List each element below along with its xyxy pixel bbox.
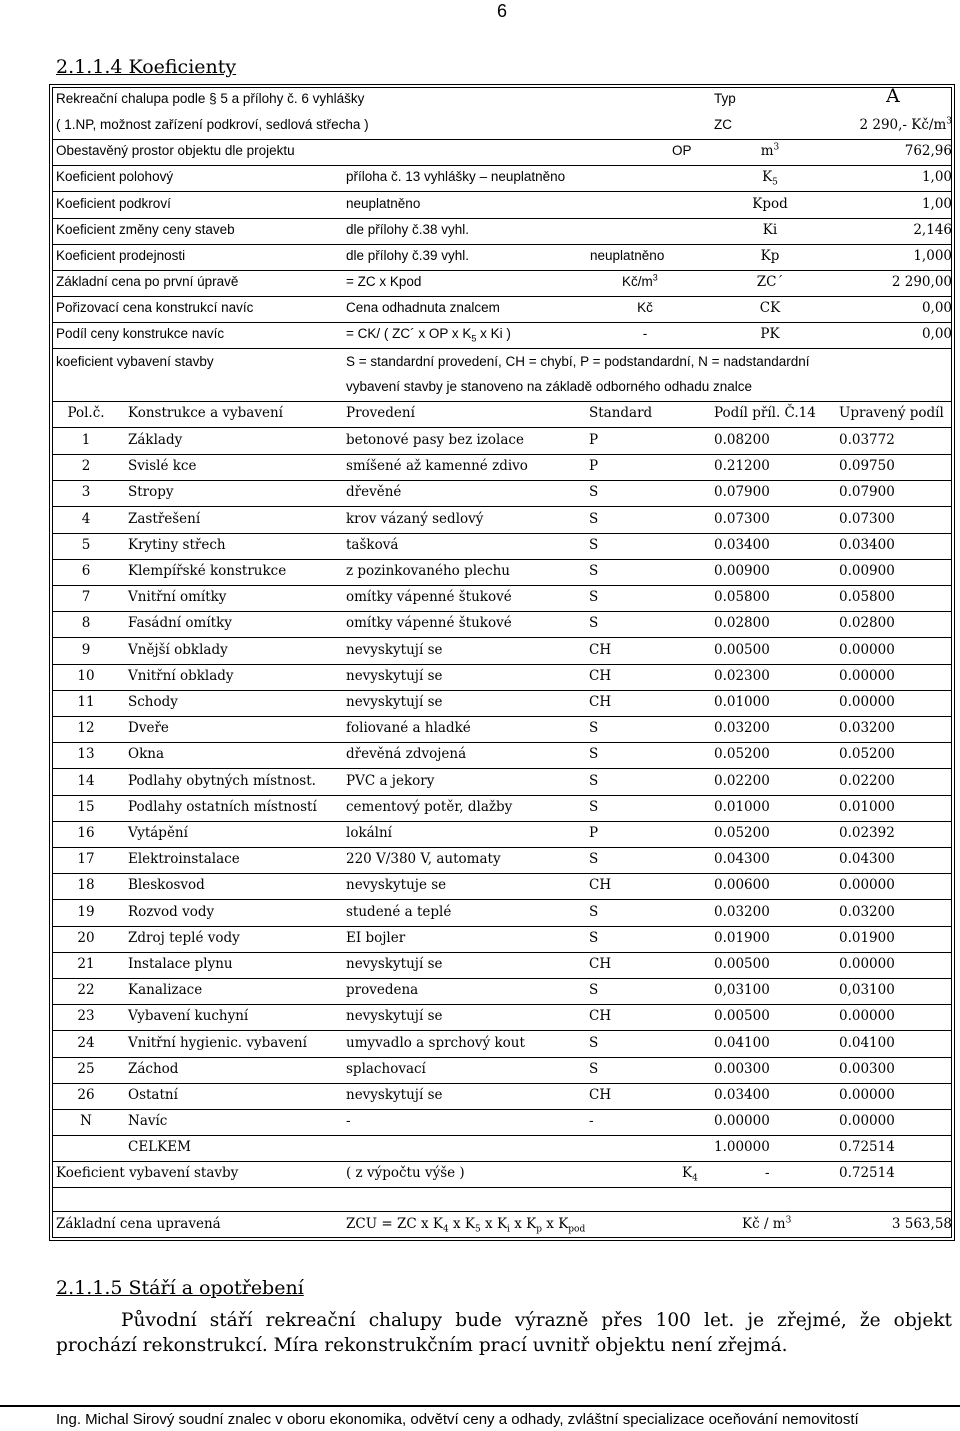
zc-label: ZC xyxy=(714,117,732,132)
table-cell: Podlahy obytných místnost. xyxy=(128,772,316,789)
param-label: Koeficient polohový xyxy=(56,169,174,184)
table-cell: 2 xyxy=(81,458,91,475)
table-cell: 0.03200 xyxy=(839,720,895,737)
table-cell: tašková xyxy=(346,536,399,553)
table-cell: 13 xyxy=(77,746,95,763)
table-cell: 0.01000 xyxy=(839,798,895,815)
table-cell: CH xyxy=(589,667,612,684)
divider xyxy=(52,270,952,271)
table-cell: 0.03400 xyxy=(839,536,895,553)
param-value: 2 290,00 xyxy=(891,274,952,290)
divider xyxy=(52,664,952,665)
table-cell: Zdroj teplé vody xyxy=(128,929,240,946)
table-cell: S xyxy=(589,510,599,527)
table-cell: 0.00500 xyxy=(714,1008,770,1025)
table-header: Podíl příl. Č.14 xyxy=(714,405,816,421)
table-cell: Ostatní xyxy=(128,1087,178,1103)
table-cell: smíšené až kamenné zdivo xyxy=(346,458,528,475)
divider xyxy=(52,480,952,481)
table-cell: 0.03200 xyxy=(714,720,770,737)
param-value: 0,00 xyxy=(921,326,952,342)
table-cell: 7 xyxy=(81,589,91,606)
table-cell: Krytiny střech xyxy=(128,536,226,553)
divider xyxy=(52,716,952,717)
divider xyxy=(52,1211,952,1212)
table-cell: Bleskosvod xyxy=(128,877,205,894)
table-cell: lokální xyxy=(346,825,393,841)
divider xyxy=(52,1135,952,1136)
total-upraveny: 0.72514 xyxy=(839,1139,895,1155)
table-cell: CH xyxy=(589,641,612,658)
zc-value: 2 290,- $Kč/m^3$ xyxy=(859,116,952,133)
table-cell: 0.03400 xyxy=(714,1087,770,1103)
table-cell: Vybavení kuchyní xyxy=(128,1008,249,1025)
param-desc: = CK/ ( ZC´ x OP x $K_5$ x Ki ) xyxy=(346,326,511,344)
param-value: 1,00 xyxy=(921,196,952,212)
table-cell: 0.00000 xyxy=(839,1087,895,1103)
table-cell: Elektroinstalace xyxy=(128,851,240,868)
param-desc: dle přílohy č.38 vyhl. xyxy=(346,222,470,237)
table-cell: S xyxy=(589,929,599,946)
divider xyxy=(52,1004,952,1005)
table-cell: S xyxy=(589,746,599,763)
table-cell: 9 xyxy=(81,641,91,658)
table-cell: 0.00000 xyxy=(839,667,895,684)
table-cell: S xyxy=(589,589,599,606)
table-cell: S xyxy=(589,615,599,632)
divider xyxy=(52,165,952,166)
table-cell: Fasádní omítky xyxy=(128,615,232,632)
param-label: Obestavěný prostor objektu dle projektu xyxy=(56,143,295,158)
table-cell: cementový potěr, dlažby xyxy=(346,798,513,815)
table-cell: krov vázaný sedlový xyxy=(346,510,484,527)
param-code: $K_5$ xyxy=(762,169,778,188)
table-cell: 0.00000 xyxy=(839,1008,895,1025)
divider xyxy=(52,244,952,245)
table-cell: omítky vápenné štukové xyxy=(346,615,512,632)
table-cell: 0.00000 xyxy=(714,1113,770,1130)
table-cell: CH xyxy=(589,1087,612,1103)
table-cell: S xyxy=(589,1034,599,1051)
table-cell: 0.02200 xyxy=(714,772,770,789)
table-cell: nevyskytují se xyxy=(346,956,443,972)
table-cell: P xyxy=(589,458,599,475)
koef-vybaveni-label: Koeficient vybavení stavby xyxy=(56,1165,239,1181)
divider xyxy=(52,322,952,323)
table-cell: 8 xyxy=(81,615,91,632)
table-cell: 0.05200 xyxy=(839,746,895,763)
table-cell: CH xyxy=(589,877,612,894)
koef-vybaveni-dash: - xyxy=(765,1165,770,1181)
table-cell: 0.01000 xyxy=(714,694,770,710)
param-mid: $Kč/m^3$ xyxy=(622,272,658,289)
table-cell: N xyxy=(80,1113,92,1130)
table-header: Pol.č. xyxy=(67,405,105,421)
table-cell: 0.00000 xyxy=(839,1113,895,1130)
typ-label: Typ xyxy=(714,91,736,106)
param-desc: = ZC x Kpod xyxy=(346,274,422,289)
koef-vybaveni-value: 0.72514 xyxy=(839,1165,895,1181)
divider xyxy=(52,611,952,612)
footer-text: Ing. Michal Sirový soudní znalec v oboru ekonomika, odvětví ceny a odhady, zvláštní specializace oceňování nemovitostí xyxy=(56,1411,859,1428)
param-mid: - xyxy=(642,326,648,341)
section-heading-stari: 2.1.1.5 Stáří a opotřebení xyxy=(56,1277,304,1299)
table-cell: 0.08200 xyxy=(714,432,770,448)
table-cell: 21 xyxy=(77,956,95,972)
param-desc: Cena odhadnuta znalcem xyxy=(346,300,500,315)
divider xyxy=(52,847,952,848)
table-cell: 0.00000 xyxy=(839,877,895,894)
table-cell: 0.03200 xyxy=(714,903,770,920)
table-cell: Navíc xyxy=(128,1113,168,1130)
zcu-value: 3 563,58 xyxy=(891,1216,952,1232)
param-code: PK xyxy=(760,326,780,342)
param-code: CK xyxy=(759,300,781,316)
table-cell: 0.04300 xyxy=(839,851,895,868)
param-label: Koeficient změny ceny staveb xyxy=(56,222,235,237)
table-cell: 0.02800 xyxy=(714,615,770,632)
param-value: 0,00 xyxy=(921,300,952,316)
table-cell: S xyxy=(589,903,599,920)
table-cell: 0.00000 xyxy=(839,694,895,710)
param-code: Kp xyxy=(760,248,780,264)
table-cell: PVC a jekory xyxy=(346,772,435,789)
table-cell: Základy xyxy=(128,432,183,448)
divider xyxy=(52,821,952,822)
table-cell: 23 xyxy=(77,1008,95,1025)
table-cell: 10 xyxy=(77,667,95,684)
divider xyxy=(52,296,952,297)
table-cell: CH xyxy=(589,1008,612,1025)
table-cell: 0.04300 xyxy=(714,851,770,868)
divider xyxy=(52,506,952,507)
table-cell: dřevěná zdvojená xyxy=(346,746,467,763)
table-cell: 0,03100 xyxy=(714,982,770,999)
table-cell: omítky vápenné štukové xyxy=(346,589,512,606)
param-desc: dle přílohy č.39 vyhl. xyxy=(346,248,470,263)
table-cell: 0.03200 xyxy=(839,903,895,920)
divider xyxy=(52,873,952,874)
param-label: Pořizovací cena konstrukcí navíc xyxy=(56,300,254,315)
table-cell: 0.00900 xyxy=(839,563,895,579)
divider xyxy=(52,401,952,402)
divider xyxy=(52,427,952,428)
table-cell: 22 xyxy=(77,982,95,999)
section-heading-koeficienty: 2.1.1.4 Koeficienty xyxy=(56,56,237,78)
zcu-formula: ZCU = ZC x $K_4$ x $K_5$ x $K_i$ x $K_p$ x $K_{pod}$ xyxy=(346,1216,586,1235)
table-cell: Vnitřní hygienic. vybavení xyxy=(128,1034,307,1051)
table-cell: 0.00500 xyxy=(714,956,770,972)
param-code: $m^3$ xyxy=(760,142,780,159)
table-cell: foliované a hladké xyxy=(346,720,471,737)
table-cell: CH xyxy=(589,694,612,710)
paragraph-stari xyxy=(56,1308,952,1358)
table-cell: 20 xyxy=(77,929,95,946)
table-cell: 0.05200 xyxy=(714,746,770,763)
header-line1: Rekreační chalupa podle § 5 a přílohy č. 6 vyhlášky xyxy=(56,91,365,106)
table-cell: Schody xyxy=(128,694,178,710)
total-podil: 1.00000 xyxy=(714,1139,770,1155)
divider xyxy=(52,1187,952,1188)
param-label: Koeficient prodejnosti xyxy=(56,248,186,263)
divider xyxy=(52,690,952,691)
table-cell: Podlahy ostatních místností xyxy=(128,798,317,815)
table-cell: 17 xyxy=(77,851,95,868)
table-cell: 0.07300 xyxy=(714,510,770,527)
divider xyxy=(52,1057,952,1058)
table-cell: 0.05800 xyxy=(839,589,895,606)
table-cell: 0.09750 xyxy=(839,458,895,475)
divider xyxy=(52,454,952,455)
table-cell: 0.00300 xyxy=(839,1060,895,1077)
page-number: 6 xyxy=(497,1,508,21)
table-cell: 5 xyxy=(81,536,91,553)
table-cell: P xyxy=(589,825,599,841)
table-header: Provedení xyxy=(346,405,415,421)
param-mid: neuplatněno xyxy=(590,248,665,263)
table-cell: S xyxy=(589,982,599,999)
table-header: Konstrukce a vybavení xyxy=(128,405,283,421)
table-cell: EI bojler xyxy=(346,929,406,946)
table-cell: 25 xyxy=(77,1060,95,1077)
table-cell: 19 xyxy=(77,903,95,920)
param-label: Koeficient podkroví xyxy=(56,196,171,211)
param-mid: OP xyxy=(672,143,692,158)
table-cell: z pozinkovaného plechu xyxy=(346,563,510,579)
param-mid: Kč xyxy=(637,300,653,315)
param-desc: neuplatněno xyxy=(346,196,421,211)
table-cell: 0.00600 xyxy=(714,877,770,894)
table-cell: Vnitřní omítky xyxy=(128,589,227,606)
table-cell: dřevěné xyxy=(346,484,402,501)
table-cell: CH xyxy=(589,956,612,972)
table-cell: nevyskytují se xyxy=(346,1008,443,1025)
table-cell: 0.07900 xyxy=(714,484,770,501)
table-cell: P xyxy=(589,432,599,448)
table-cell: Stropy xyxy=(128,484,174,501)
zcu-label: Základní cena upravená xyxy=(56,1216,221,1232)
table-cell: 14 xyxy=(77,772,95,789)
table-cell: Rozvod vody xyxy=(128,903,215,920)
table-cell: 12 xyxy=(77,720,95,737)
table-cell: 0.02392 xyxy=(839,825,895,841)
table-cell: Kanalizace xyxy=(128,982,203,999)
table-cell: Záchod xyxy=(128,1060,179,1077)
table-cell: 11 xyxy=(77,694,95,710)
divider xyxy=(52,1083,952,1084)
koef-vybaveni-desc: ( z výpočtu výše ) xyxy=(346,1165,465,1181)
divider xyxy=(52,559,952,560)
divider xyxy=(52,637,952,638)
divider xyxy=(52,139,952,140)
table-cell: 0.04100 xyxy=(839,1034,895,1051)
table-cell: S xyxy=(589,563,599,579)
table-cell: Zastřešení xyxy=(128,510,201,527)
param-value: 2,146 xyxy=(913,222,952,238)
divider xyxy=(52,768,952,769)
param-desc: příloha č. 13 vyhlášky – neuplatněno xyxy=(346,169,566,184)
table-cell: 0.00500 xyxy=(714,641,770,658)
table-cell: 0.05200 xyxy=(714,825,770,841)
param-code: ZC´ xyxy=(756,274,784,290)
param-code: Kpod xyxy=(752,196,788,212)
table-header: Upravený podíl xyxy=(839,405,944,421)
table-cell: splachovací xyxy=(346,1060,426,1077)
param-value: 1,000 xyxy=(913,248,952,264)
footer-divider xyxy=(0,1405,960,1407)
vybaveni-note: vybavení stavby je stanoveno na základě odborného odhadu znalce xyxy=(346,379,753,394)
table-cell: 0.05800 xyxy=(714,589,770,606)
table-cell: umyvadlo a sprchový kout xyxy=(346,1034,525,1051)
table-cell: provedena xyxy=(346,982,419,999)
table-cell: Vnitřní obklady xyxy=(128,667,234,684)
table-cell: studené a teplé xyxy=(346,903,452,920)
divider xyxy=(52,1109,952,1110)
typ-value: A xyxy=(886,85,900,107)
table-cell: 0.01900 xyxy=(839,929,895,946)
table-cell: 0.21200 xyxy=(714,458,770,475)
divider xyxy=(52,348,952,349)
table-cell: 0.03772 xyxy=(839,432,895,448)
table-cell: - xyxy=(589,1113,594,1130)
table-cell: S xyxy=(589,484,599,501)
divider xyxy=(52,952,952,953)
table-cell: 0.07900 xyxy=(839,484,895,501)
table-cell: nevyskytuje se xyxy=(346,877,447,894)
table-cell: 3 xyxy=(81,484,91,501)
table-cell: 0.00900 xyxy=(714,563,770,579)
table-cell: nevyskytují se xyxy=(346,641,443,658)
table-cell: 0.00000 xyxy=(839,956,895,972)
divider xyxy=(52,926,952,927)
koef-vybaveni-code: $K_4$ xyxy=(682,1165,698,1184)
table-cell: nevyskytují se xyxy=(346,1087,443,1103)
table-cell: 0.02800 xyxy=(839,615,895,632)
divider xyxy=(52,899,952,900)
table-cell: 0.07300 xyxy=(839,510,895,527)
table-cell: 15 xyxy=(77,798,95,815)
table-cell: Vnější obklady xyxy=(128,641,228,658)
table-cell: Vytápění xyxy=(128,825,188,841)
table-cell: 0.04100 xyxy=(714,1034,770,1051)
table-cell: S xyxy=(589,536,599,553)
paragraph-line-1: Původní stáří rekreační chalupy bude výrazně přes 100 let. je zřejmé, že objekt xyxy=(121,1310,952,1331)
total-label: CELKEM xyxy=(128,1139,191,1155)
table-cell: Okna xyxy=(128,746,164,763)
table-cell: 1 xyxy=(81,432,91,448)
divider xyxy=(52,742,952,743)
table-cell: 6 xyxy=(81,563,91,579)
divider xyxy=(52,585,952,586)
table-cell: 0,03100 xyxy=(839,982,895,999)
divider xyxy=(52,191,952,192)
paragraph-line-2: prochází rekonstrukcí. Míra rekonstrukčním prací uvnitř objektu není zřejmá. xyxy=(56,1335,788,1356)
table-cell: 4 xyxy=(81,510,91,527)
table-cell: nevyskytují se xyxy=(346,694,443,710)
param-value: 762,96 xyxy=(904,143,952,159)
table-cell: 0.03400 xyxy=(714,536,770,553)
table-cell: S xyxy=(589,798,599,815)
divider xyxy=(52,218,952,219)
vybaveni-legend: S = standardní provedení, CH = chybí, P = podstandardní, N = nadstandardní xyxy=(346,354,810,369)
table-cell: 26 xyxy=(77,1087,95,1103)
table-cell: S xyxy=(589,1060,599,1077)
table-cell: S xyxy=(589,772,599,789)
table-cell: 0.00000 xyxy=(839,641,895,658)
table-cell: Klempířské konstrukce xyxy=(128,563,287,579)
table-cell: 0.02300 xyxy=(714,667,770,684)
divider xyxy=(52,1030,952,1031)
table-cell: 0.01000 xyxy=(714,798,770,815)
table-cell: 24 xyxy=(77,1034,95,1051)
divider xyxy=(52,533,952,534)
table-cell: 0.01900 xyxy=(714,929,770,946)
table-cell: 18 xyxy=(77,877,95,894)
vybaveni-label: koeficient vybavení stavby xyxy=(56,354,214,369)
param-value: 1,00 xyxy=(921,169,952,185)
table-cell: Dveře xyxy=(128,720,169,737)
table-cell: S xyxy=(589,851,599,868)
table-cell: 220 V/380 V, automaty xyxy=(346,851,501,868)
divider xyxy=(52,1161,952,1162)
table-cell: 16 xyxy=(77,825,95,841)
divider xyxy=(52,795,952,796)
table-cell: 0.02200 xyxy=(839,772,895,789)
zcu-unit: Kč / $m^3$ xyxy=(742,1215,792,1232)
table-cell: 0.00300 xyxy=(714,1060,770,1077)
table-cell: betonové pasy bez izolace xyxy=(346,432,524,448)
param-label: Podíl ceny konstrukce navíc xyxy=(56,326,225,341)
param-code: Ki xyxy=(762,222,778,238)
table-cell: Instalace plynu xyxy=(128,956,233,972)
table-cell: nevyskytují se xyxy=(346,667,443,684)
table-cell: Svislé kce xyxy=(128,458,197,475)
param-label: Základní cena po první úpravě xyxy=(56,274,239,289)
divider xyxy=(52,978,952,979)
table-header: Standard xyxy=(589,405,653,421)
table-cell: S xyxy=(589,720,599,737)
header-line2: ( 1.NP, možnost zařízení podkroví, sedlová střecha ) xyxy=(56,117,369,132)
table-cell: - xyxy=(346,1113,351,1130)
